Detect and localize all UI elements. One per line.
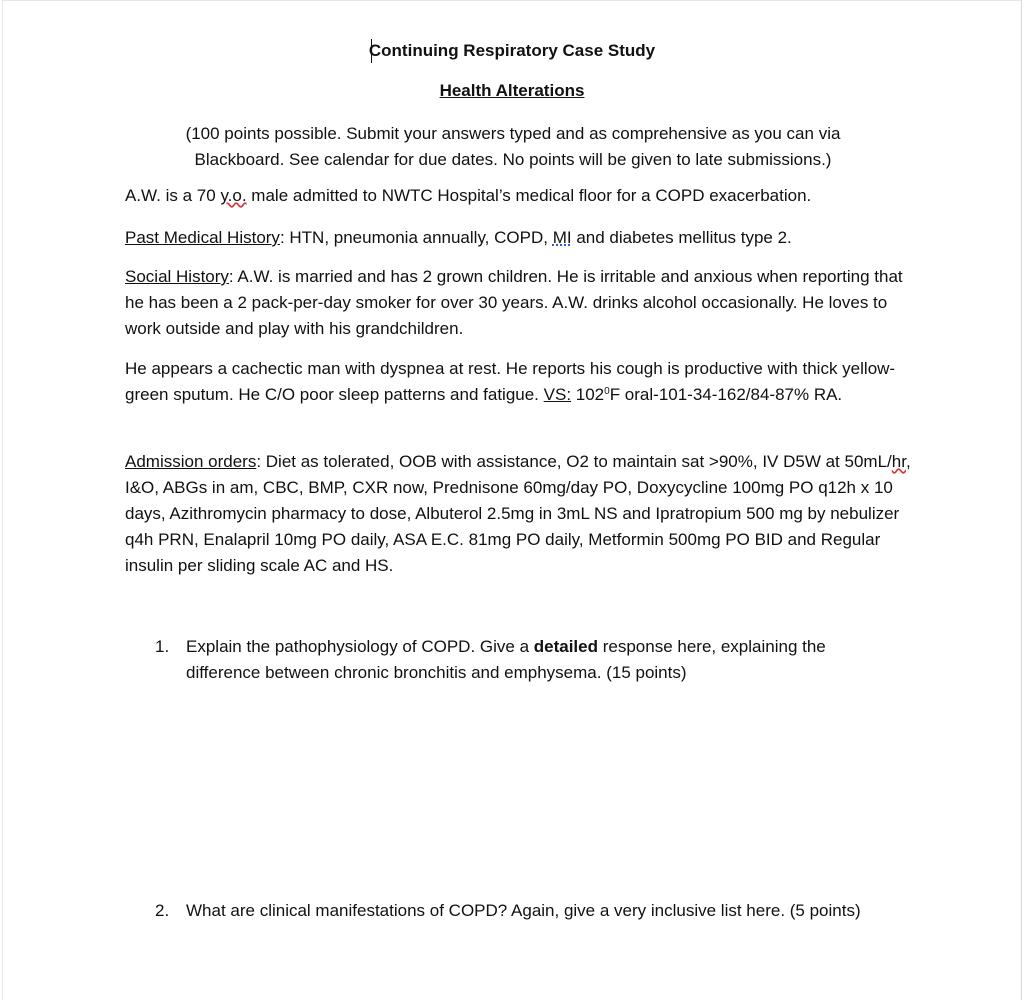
past-medical-history-paragraph <box>125 225 915 251</box>
admission-orders-paragraph <box>125 449 915 579</box>
question-1 <box>155 634 895 686</box>
question-1-text-end: response here, explaining the difference between chronic bronchitis and emphysema. (15 points) <box>186 637 826 682</box>
pmh-text-end: and diabetes mellitus type 2. <box>571 228 792 247</box>
instructions-paragraph: (100 points possible. Submit your answers typed and as comprehensive as you can via Blackboard. See calendar for due dates. No points will be given to late submissions.) <box>185 124 841 169</box>
question-2-text: What are clinical manifestations of COPD? Again, give a very inclusive list here. (5 points) <box>186 901 861 920</box>
social-history-text: : A.W. is married and has 2 grown children. He is irritable and anxious when reporting that he has been a 2 pack-per-day smoker for over 30 years. A.W. drinks alcohol occasionally. He loves to work outside and play with his grandchildren. <box>125 267 903 338</box>
vital-signs-values: F oral-101-34-162/84-87% RA. <box>609 385 843 404</box>
document-subtitle <box>3 81 1021 101</box>
pmh-colon: : <box>279 228 290 247</box>
subtitle-text: Health Alterations <box>439 81 585 100</box>
admission-orders-label: Admission orders <box>125 452 257 471</box>
document-page <box>2 0 1022 1000</box>
intro-text-end: male admitted to NWTC Hospital’s medical floor for a COPD exacerbation. <box>246 186 812 205</box>
assessment-text: He appears a cachectic man with dyspnea at rest. He reports his cough is productive with thick yellow-green sputum. He C/O poor sleep patterns and fatigue. <box>125 359 896 404</box>
pmh-text-start: HTN, pneumonia annually, COPD, <box>289 228 553 247</box>
orders-text-start: : Diet as tolerated, OOB with assistance, O2 to maintain sat >90%, IV D5W at 50mL/ <box>256 452 892 471</box>
question-1-text <box>186 634 895 686</box>
spelling-flag-yo: y.o. <box>220 186 247 205</box>
pmh-label: Past Medical History <box>125 228 280 247</box>
orders-text-end: , I&O, ABGs in am, CBC, BMP, CXR now, Prednisone 60mg/day PO, Doxycycline 100mg PO q12h x 10 days, Azithromycin pharmacy to dose, Albuterol 2.5mg in 3mL NS and Ipratropium 500 mg by nebulizer q4h PRN, Enalapril 10mg PO daily, ASA E.C. 81mg PO daily, Metformin 500mg PO BID and Regular insulin per sliding scale AC and HS. <box>125 452 911 575</box>
intro-text-start: A.W. is a 70 <box>125 186 221 205</box>
question-1-text-start: Explain the pathophysiology of COPD. Give a <box>186 637 534 656</box>
question-2-number: 2. <box>155 901 170 920</box>
spelling-flag-hr: hr <box>891 452 906 471</box>
degree-superscript: 0 <box>604 386 610 397</box>
question-2 <box>155 898 895 924</box>
social-history-paragraph <box>125 264 915 342</box>
social-history-label: Social History <box>125 267 229 286</box>
question-1-bold-word: detailed <box>533 637 598 656</box>
grammar-flag-mi: MI <box>552 228 572 247</box>
patient-intro-paragraph <box>125 183 915 209</box>
question-1-number: 1. <box>155 637 170 656</box>
document-title: Continuing Respiratory Case Study <box>368 41 656 60</box>
vital-signs-label: VS: <box>543 385 572 404</box>
vital-temp: 102 <box>571 385 605 404</box>
assessment-paragraph <box>125 356 915 408</box>
